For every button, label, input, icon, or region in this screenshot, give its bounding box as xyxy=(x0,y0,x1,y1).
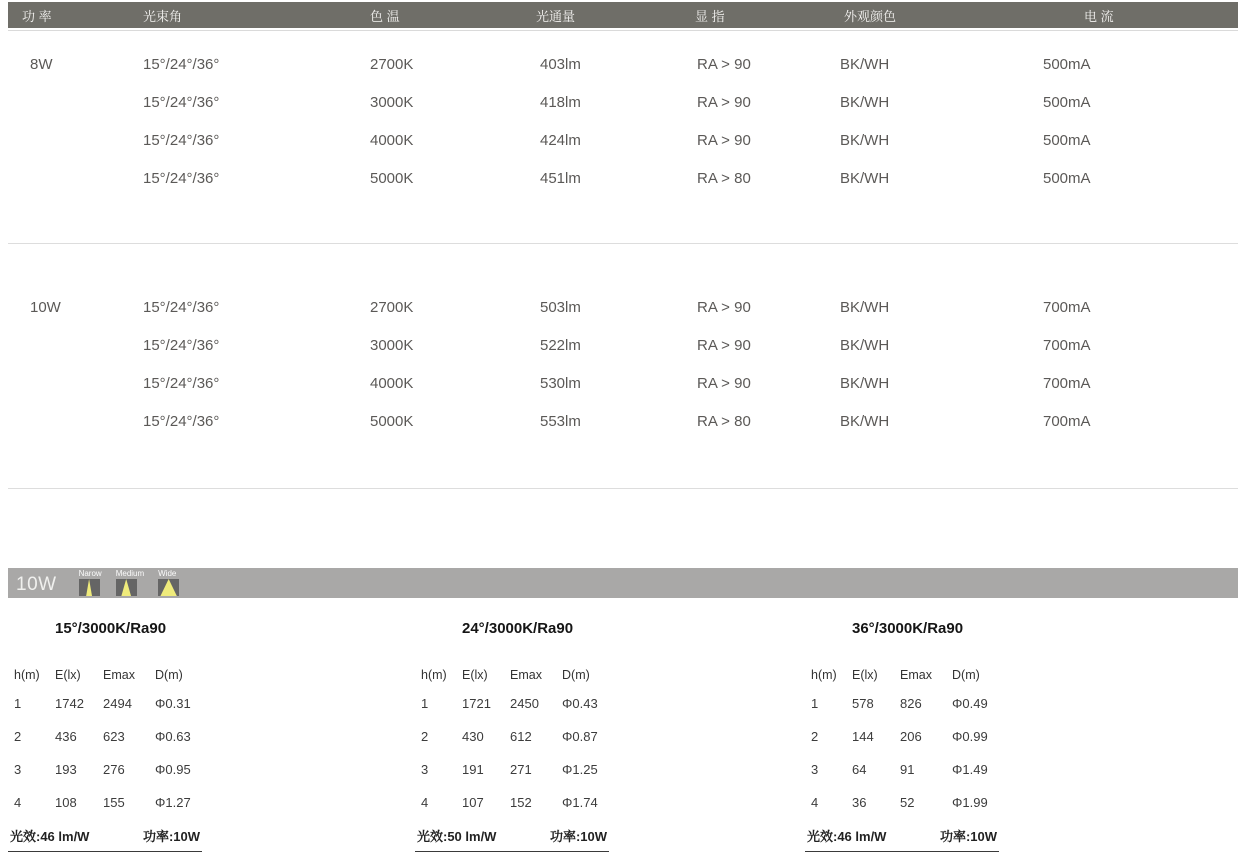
cct-cell: 5000K xyxy=(370,169,414,187)
flux-cell: 424lm xyxy=(540,131,581,149)
flux-cell: 530lm xyxy=(540,374,581,392)
cri-cell: RA > 90 xyxy=(697,374,751,392)
spec-table-header xyxy=(8,2,1238,28)
flux-cell: 553lm xyxy=(540,412,581,430)
narrow-beam-label: Narow xyxy=(78,569,102,578)
finish-cell: BK/WH xyxy=(840,93,890,111)
cri-cell: RA > 90 xyxy=(697,131,751,149)
current-cell: 700mA xyxy=(1043,336,1091,354)
table-row: 4 108 155 Φ1.27 xyxy=(14,795,191,810)
flux-cell: 418lm xyxy=(540,93,581,111)
table-row xyxy=(8,326,1238,364)
flux-cell: 503lm xyxy=(540,298,581,316)
beam-cell: 15°/24°/36° xyxy=(143,55,220,73)
photometric-table-36deg xyxy=(805,598,1205,852)
cri-cell: RA > 90 xyxy=(697,93,751,111)
beam-cell: 15°/24°/36° xyxy=(143,93,220,111)
table-row: 2 144 206 Φ0.99 xyxy=(811,729,988,744)
cct-cell: 3000K xyxy=(370,336,414,354)
beam-item-wide xyxy=(158,570,179,596)
current-cell: 500mA xyxy=(1043,93,1091,111)
finish-cell: BK/WH xyxy=(840,336,890,354)
photometric-table-15deg xyxy=(8,598,415,852)
table-row xyxy=(8,83,1238,121)
beam-cell: 15°/24°/36° xyxy=(143,374,220,392)
table-row xyxy=(8,288,1238,326)
cct-cell: 4000K xyxy=(370,374,414,392)
cct-cell: 2700K xyxy=(370,298,414,316)
col-header-current: 电 流 xyxy=(1084,8,1114,24)
power-cell: 8W xyxy=(30,55,53,73)
efficacy-value: 光效:46 lm/W xyxy=(807,829,887,844)
power-cell: 10W xyxy=(30,298,61,316)
table-row: 4 107 152 Φ1.74 xyxy=(421,795,598,810)
photometric-section-bar xyxy=(8,568,1238,598)
beam-cell: 15°/24°/36° xyxy=(143,412,220,430)
col-header-cct: 色 温 xyxy=(370,8,400,24)
current-cell: 500mA xyxy=(1043,169,1091,187)
cri-cell: RA > 90 xyxy=(697,55,751,73)
current-cell: 700mA xyxy=(1043,412,1091,430)
finish-cell: BK/WH xyxy=(840,131,890,149)
photo-table-title: 15°/3000K/Ra90 xyxy=(55,620,167,637)
table-row xyxy=(8,159,1238,197)
section-power-label: 10W xyxy=(16,574,57,595)
photo-table-footer xyxy=(415,820,609,852)
table-row: 2 430 612 Φ0.87 xyxy=(421,729,598,744)
current-cell: 500mA xyxy=(1043,55,1091,73)
photo-table-title: 36°/3000K/Ra90 xyxy=(852,620,964,637)
col-header-flux: 光通量 xyxy=(536,8,576,24)
photometric-tables xyxy=(8,598,1241,852)
beam-icon-group xyxy=(79,570,180,596)
cri-cell: RA > 80 xyxy=(697,412,751,430)
finish-cell: BK/WH xyxy=(840,374,890,392)
table-row xyxy=(8,121,1238,159)
cri-cell: RA > 90 xyxy=(697,336,751,354)
table-row: 1 1742 2494 Φ0.31 xyxy=(14,696,191,711)
current-cell: 700mA xyxy=(1043,374,1091,392)
cct-cell: 2700K xyxy=(370,55,414,73)
current-cell: 700mA xyxy=(1043,298,1091,316)
beam-cell: 15°/24°/36° xyxy=(143,169,220,187)
medium-beam-icon xyxy=(116,579,137,596)
table-row xyxy=(8,45,1238,83)
photo-header-row: h(m) E(lx) Emax D(m) xyxy=(421,668,590,682)
beam-cell: 15°/24°/36° xyxy=(143,131,220,149)
power-value: 功率:10W xyxy=(939,829,997,844)
cct-cell: 3000K xyxy=(370,93,414,111)
photometric-table-24deg xyxy=(415,598,805,852)
photo-header-row: h(m) E(lx) Emax D(m) xyxy=(14,668,183,682)
table-row: 3 64 91 Φ1.49 xyxy=(811,762,988,777)
current-cell: 500mA xyxy=(1043,131,1091,149)
flux-cell: 522lm xyxy=(540,336,581,354)
col-header-finish: 外观颜色 xyxy=(844,8,897,24)
finish-cell: BK/WH xyxy=(840,169,890,187)
medium-beam-label: Medium xyxy=(115,569,145,578)
beam-item-narrow xyxy=(79,570,102,596)
table-row xyxy=(8,402,1238,440)
power-value: 功率:10W xyxy=(549,829,607,844)
power-value: 功率:10W xyxy=(142,829,200,844)
narrow-beam-icon xyxy=(79,579,100,596)
photo-table-footer xyxy=(8,820,202,852)
col-header-cri: 显 指 xyxy=(695,8,725,24)
cct-cell: 5000K xyxy=(370,412,414,430)
cct-cell: 4000K xyxy=(370,131,414,149)
wide-beam-label: Wide xyxy=(158,569,177,578)
beam-cell: 15°/24°/36° xyxy=(143,298,220,316)
table-row: 1 1721 2450 Φ0.43 xyxy=(421,696,598,711)
cri-cell: RA > 90 xyxy=(697,298,751,316)
table-row: 4 36 52 Φ1.99 xyxy=(811,795,988,810)
table-row: 1 578 826 Φ0.49 xyxy=(811,696,988,711)
photo-table-footer xyxy=(805,820,999,852)
flux-cell: 451lm xyxy=(540,169,581,187)
finish-cell: BK/WH xyxy=(840,55,890,73)
section-divider xyxy=(8,488,1238,489)
beam-item-medium xyxy=(116,570,144,596)
efficacy-value: 光效:50 lm/W xyxy=(417,829,497,844)
spec-group-10w xyxy=(8,244,1238,440)
finish-cell: BK/WH xyxy=(840,412,890,430)
table-row: 3 191 271 Φ1.25 xyxy=(421,762,598,777)
flux-cell: 403lm xyxy=(540,55,581,73)
table-row: 2 436 623 Φ0.63 xyxy=(14,729,191,744)
photo-table-title: 24°/3000K/Ra90 xyxy=(462,620,574,637)
photo-header-row: h(m) E(lx) Emax D(m) xyxy=(811,668,980,682)
finish-cell: BK/WH xyxy=(840,298,890,316)
table-row xyxy=(8,364,1238,402)
col-header-beam: 光束角 xyxy=(143,8,183,24)
wide-beam-icon xyxy=(158,579,179,596)
cri-cell: RA > 80 xyxy=(697,169,751,187)
spec-group-8w xyxy=(8,31,1238,197)
beam-cell: 15°/24°/36° xyxy=(143,336,220,354)
efficacy-value: 光效:46 lm/W xyxy=(10,829,90,844)
col-header-power: 功 率 xyxy=(22,8,52,24)
datasheet-page xyxy=(0,2,1241,858)
table-row: 3 193 276 Φ0.95 xyxy=(14,762,191,777)
